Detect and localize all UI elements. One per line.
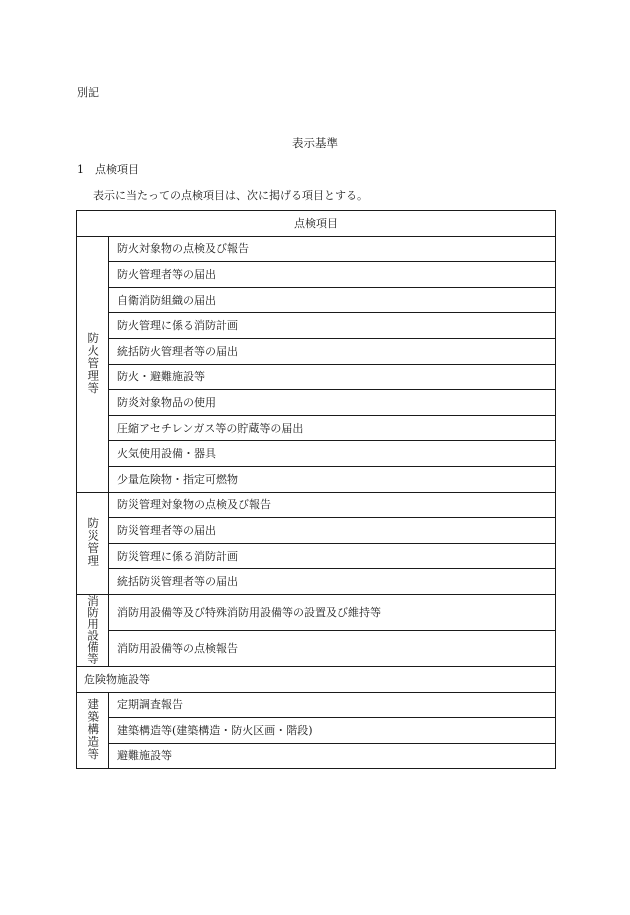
table-row [77, 718, 556, 744]
document-label: 別記 [77, 86, 99, 99]
item-cell: 自衛消防組織の届出 [109, 287, 556, 313]
table-row [77, 415, 556, 441]
item-cell: 統括防災管理者等の届出 [109, 569, 556, 595]
table-row [77, 630, 556, 666]
table-row [77, 313, 556, 339]
table-row [77, 743, 556, 769]
item-cell: 防火管理に係る消防計画 [109, 313, 556, 339]
item-cell: 避難施設等 [109, 743, 556, 769]
item-cell: 防火管理者等の届出 [109, 262, 556, 288]
inspection-items-table [76, 210, 556, 769]
table-row [77, 364, 556, 390]
category-disaster-management [77, 492, 109, 594]
table-row [77, 569, 556, 595]
table-row [77, 666, 556, 692]
section-title: 点検項目 [95, 163, 139, 176]
category-label: 建築構造等 [86, 698, 101, 761]
section-heading [77, 164, 139, 175]
item-cell: 防災管理対象物の点検及び報告 [109, 492, 556, 518]
item-cell: 防炎対象物品の使用 [109, 390, 556, 416]
category-label: 防火管理等 [86, 331, 101, 395]
section-number: 1 [77, 163, 84, 176]
table-row [77, 390, 556, 416]
category-hazardous-facilities: 危険物施設等 [77, 666, 556, 692]
category-fire-equipment [77, 594, 109, 666]
table-row [77, 492, 556, 518]
item-cell: 防災管理に係る消防計画 [109, 543, 556, 569]
table-row [77, 518, 556, 544]
table-row [77, 287, 556, 313]
item-cell: 少量危険物・指定可燃物 [109, 466, 556, 492]
item-cell: 火気使用設備・器具 [109, 441, 556, 467]
intro-text: 表示に当たっての点検項目は、次に掲げる項目とする。 [93, 189, 368, 202]
table-row [77, 236, 556, 262]
category-building-structure [77, 692, 109, 769]
table-row [77, 466, 556, 492]
table-row [77, 441, 556, 467]
item-cell: 消防用設備等及び特殊消防用設備等の設置及び維持等 [109, 594, 556, 630]
table-row [77, 543, 556, 569]
table-row [77, 594, 556, 630]
item-cell: 圧縮アセチレンガス等の貯蔵等の届出 [109, 415, 556, 441]
item-cell: 統括防火管理者等の届出 [109, 338, 556, 364]
item-cell: 防火・避難施設等 [109, 364, 556, 390]
item-cell: 定期調査報告 [109, 692, 556, 718]
category-label: 防災管理 [86, 517, 101, 568]
item-cell: 防火対象物の点検及び報告 [109, 236, 556, 262]
table-row [77, 692, 556, 718]
item-cell: 消防用設備等の点検報告 [109, 630, 556, 666]
item-cell: 防災管理者等の届出 [109, 518, 556, 544]
table-header-row [77, 211, 556, 237]
table-row [77, 338, 556, 364]
table-header: 点検項目 [77, 211, 556, 237]
category-fire-management [77, 236, 109, 492]
document-title: 表示基準 [292, 136, 338, 150]
table-row [77, 262, 556, 288]
category-label: 消防用設備等 [86, 594, 100, 664]
item-cell: 建築構造等(建築構造・防火区画・階段) [109, 718, 556, 744]
